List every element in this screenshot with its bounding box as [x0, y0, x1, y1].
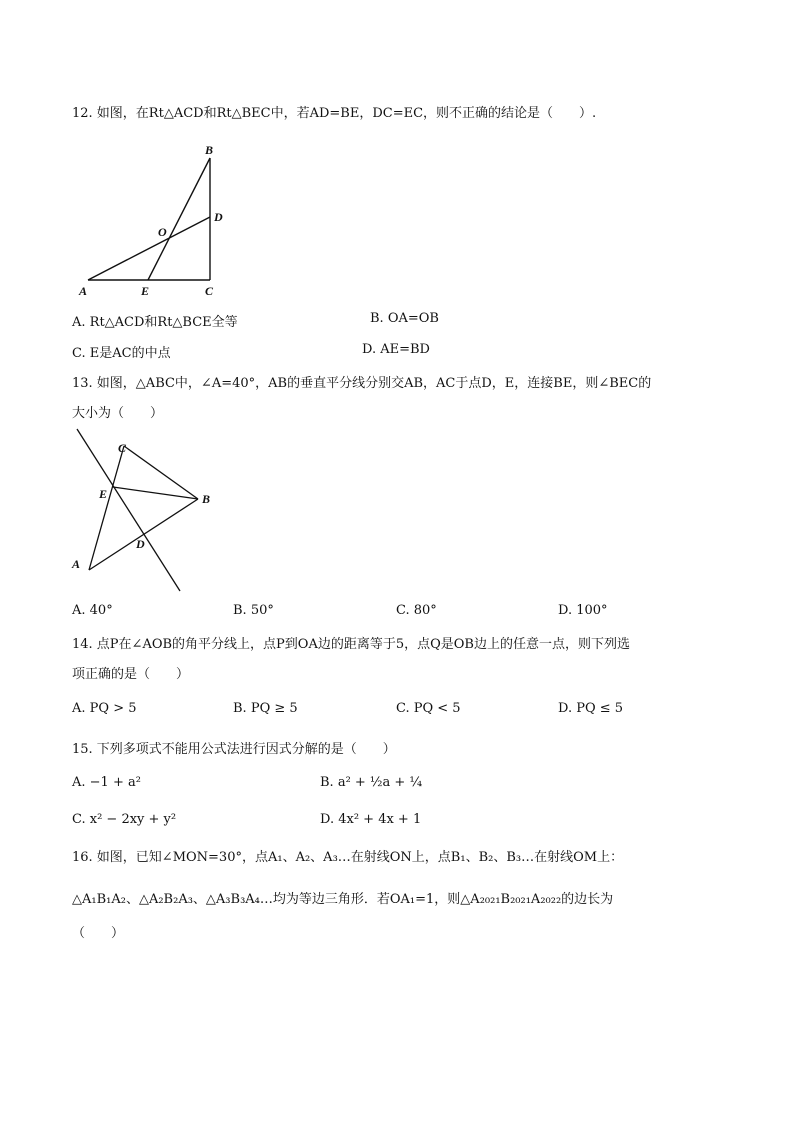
q14-option-b: B. PQ ≥ 5 [233, 701, 298, 716]
q12-label-e: E [141, 284, 150, 298]
q15-option-c: C. x² − 2xy + y² [72, 812, 177, 827]
q12-option-c: C. E是AC的中点 [72, 346, 171, 361]
q13-stem-line2: 大小为（ ） [72, 406, 164, 421]
q12-figure [70, 140, 240, 300]
q12-label-b: B [205, 143, 214, 157]
q12-stem: 12. 如图，在Rt△ACD和Rt△BEC中，若AD=BE，DC=EC，则不正确的结论是（ ）. [72, 106, 597, 121]
q13-label-d: D [136, 537, 145, 551]
q13-label-a: A [72, 557, 81, 571]
q13-figure [64, 426, 224, 598]
q14-option-a: A. PQ > 5 [72, 701, 137, 716]
q13-label-c: C [118, 441, 127, 455]
q12-option-a: A. Rt△ACD和Rt△BCE全等 [72, 315, 238, 330]
q15-option-d: D. 4x² + 4x + 1 [320, 812, 422, 827]
q16-stem-line2: △A₁B₁A₂、△A₂B₂A₃、△A₃B₃A₄…均为等边三角形．若OA₁=1，则△A₂₀₂₁B₂₀₂₁A₂₀₂₂的边长为 [72, 892, 614, 907]
q13-option-c: C. 80° [396, 603, 437, 618]
q13-option-b: B. 50° [233, 603, 274, 618]
q15-option-a: A. −1 + a² [72, 775, 141, 790]
q14-option-c: C. PQ < 5 [396, 701, 461, 716]
q13-label-e: E [99, 487, 108, 501]
q13-option-a: A. 40° [72, 603, 113, 618]
q12-label-d: D [214, 210, 223, 224]
q15-option-b: B. a² + ½a + ¼ [320, 775, 423, 790]
q13-label-b: B [202, 492, 211, 506]
q16-stem-line3: （ ） [72, 926, 125, 941]
q13-option-d: D. 100° [558, 603, 608, 618]
q12-label-o: O [158, 225, 167, 239]
q12-option-b: B. OA=OB [370, 311, 439, 326]
q15-stem: 15. 下列多项式不能用公式法进行因式分解的是（ ） [72, 742, 396, 757]
q12-label-c: C [205, 284, 214, 298]
q14-option-d: D. PQ ≤ 5 [558, 701, 624, 716]
q12-label-a: A [79, 284, 88, 298]
q16-stem-line1: 16. 如图，已知∠MON=30°，点A₁、A₂、A₃…在射线ON上，点B₁、B₂、B₃…在射线OM上： [72, 850, 624, 865]
q14-stem-line1: 14. 点P在∠AOB的角平分线上，点P到OA边的距离等于5，点Q是OB边上的任意一点，则下列选 [72, 637, 630, 652]
q12-option-d: D. AE=BD [362, 342, 430, 357]
q13-stem-line1: 13. 如图，△ABC中，∠A=40°，AB的垂直平分线分别交AB，AC于点D，E，连接BE，则∠BEC的 [72, 376, 652, 391]
q14-stem-line2: 项正确的是（ ） [72, 667, 190, 682]
